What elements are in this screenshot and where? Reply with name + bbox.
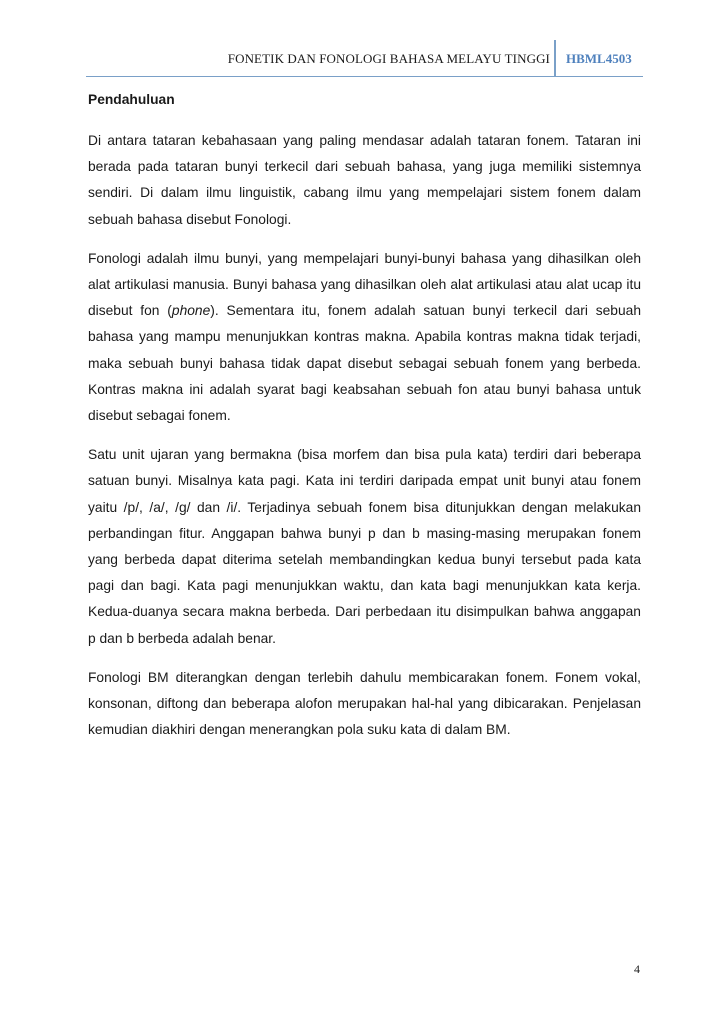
document-body bbox=[88, 84, 641, 756]
page-header bbox=[0, 40, 728, 76]
paragraph-4: Fonologi BM diterangkan dengan terlebih dahulu membicarakan fonem. Fonem vokal, konsonan, diftong dan beberapa alofon merupakan hal-hal yang dibicarakan. Penjelasan kemudian diakhiri dengan menerangkan pola suku kata di dalam BM. bbox=[88, 669, 641, 738]
header-divider bbox=[554, 40, 556, 76]
page-number: 4 bbox=[634, 962, 640, 976]
section-heading: Pendahuluan bbox=[88, 92, 175, 107]
paragraph-2 bbox=[88, 246, 641, 429]
paragraph-2-text-end: ). Sementara itu, fonem adalah satuan bunyi terkecil dari sebuah bahasa yang mampu menunjukkan kontras makna. Apabila kontras makna tidak terjadi, maka sebuah bunyi bahasa tidak dapat disebut sebagai sebuah fonem yang berbeda. Kontras makna ini adalah syarat bagi keabsahan sebuah fon atau bunyi bahasa untuk disebut sebagai fonem. bbox=[88, 303, 641, 424]
header-course-title: FONETIK DAN FONOLOGI BAHASA MELAYU TINGGI bbox=[227, 51, 550, 66]
header-course-code: HBML4503 bbox=[566, 51, 632, 66]
paragraph-3: Satu unit ujaran yang bermakna (bisa morfem dan bisa pula kata) terdiri dari beberapa satuan bunyi. Misalnya kata pagi. Kata ini terdiri daripada empat unit bunyi atau fonem yaitu /p/, /a/, /g/ dan /i/. Terjadinya sebuah fonem bisa ditunjukkan dengan melakukan perbandingan fitur. Anggapan bahwa bunyi p dan b masing-masing merupakan fonem yang berbeda dapat diterima setelah membandingkan kedua bunyi tersebut pada kata pagi dan bagi. Kata pagi menunjukkan waktu, dan kata bagi menunjukkan kata kerja. Kedua-duanya secara makna berbeda. Dari perbedaan itu disimpulkan bahwa anggapan p dan b berbeda adalah benar. bbox=[88, 447, 641, 646]
paragraph-2-italic-term: phone bbox=[171, 303, 211, 319]
paragraph-2-text-start: Fonologi adalah ilmu bunyi, yang mempelajari bunyi-bunyi bahasa yang dihasilkan oleh alat artikulasi manusia. Bunyi bahasa yang dihasilkan oleh alat artikulasi atau alat ucap itu disebut fon ( bbox=[88, 250, 641, 319]
header-rule bbox=[86, 76, 643, 77]
paragraph-1: Di antara tataran kebahasaan yang paling mendasar adalah tataran fonem. Tataran ini berada pada tataran bunyi terkecil dari sebuah bahasa, yang juga memiliki sistemnya sendiri. Di dalam ilmu linguistik, cabang ilmu yang mempelajari sistem fonem dalam sebuah bahasa disebut Fonologi. bbox=[88, 133, 641, 227]
